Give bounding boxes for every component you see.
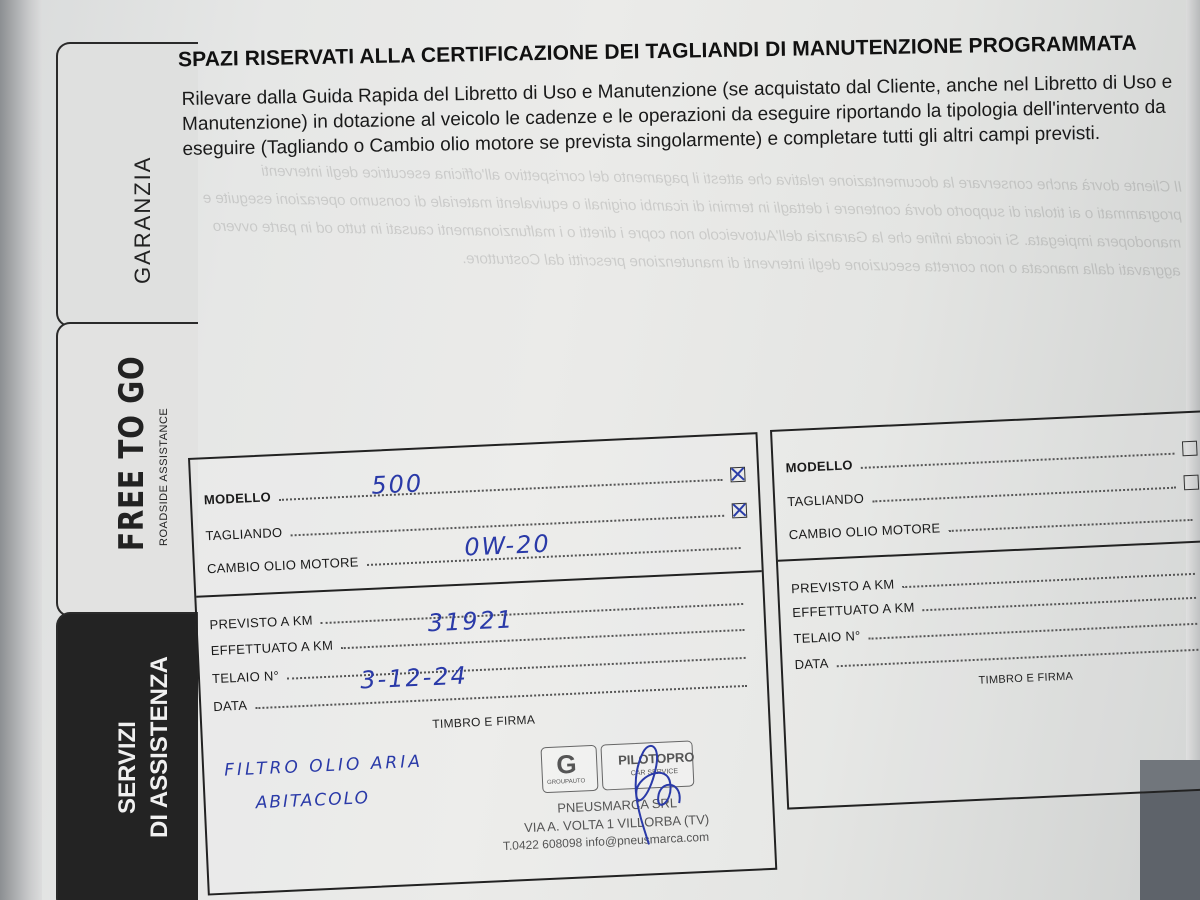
show-through-text: Il Cliente dovrà anche conservare la documentazione relativa che attesti il pagamento del corrispettivo all'officina esecutrice degli interventi programmati o ai titolari di supporto dovrà contenere i dettagli in termini di ricambi originali o equivalenti materiale di consumo operazioni eseguite e manodopera impiegata. Si ricorda infine che la Garanzia dell'Autoveicolo non copre i diretti o i malfunzionamenti causati in tutto od in parte ovvero aggravati dalla mancata o non corretta esecuzione degli interventi di manutenzione prescritti dal Costruttore. <box>202 162 1183 280</box>
row-data-2 <box>794 638 1200 672</box>
tab-servizi-label: SERVIZI <box>114 721 141 814</box>
field-tagliando-2[interactable] <box>872 486 1176 503</box>
tab-servizi-assistenza[interactable] <box>56 612 198 900</box>
row-modello-2 <box>785 441 1197 476</box>
form-divider-2 <box>778 540 1200 562</box>
handwritten-data: 3-12-24 <box>359 661 469 695</box>
field-previsto-2[interactable] <box>903 572 1195 588</box>
field-telaio[interactable] <box>287 656 746 680</box>
checkbox-modello[interactable] <box>730 467 746 483</box>
field-data-2[interactable] <box>837 648 1199 667</box>
checkbox-tagliando-2[interactable] <box>1183 475 1199 491</box>
checkbox-tagliando[interactable] <box>732 503 748 519</box>
signature <box>606 732 701 851</box>
label-timbro-firma: TIMBRO E FIRMA <box>432 712 536 732</box>
page-title: SPAZI RISERVATI ALLA CERTIFICAZIONE DEI TAGLIANDI DI MANUTENZIONE PROGRAMMATA <box>177 31 1138 72</box>
label-data: DATA <box>212 697 248 715</box>
handwritten-note-1: FILTRO OLIO ARIA <box>223 751 424 781</box>
field-data[interactable] <box>255 684 747 709</box>
field-telaio-2[interactable] <box>869 622 1198 640</box>
field-modello-2[interactable] <box>861 452 1175 469</box>
tab-roadside-label: ROADSIDE ASSISTANCE <box>158 407 170 546</box>
field-cambio-olio-2[interactable] <box>948 518 1192 532</box>
row-modello <box>204 467 746 508</box>
label-tagliando: TAGLIANDO <box>205 524 283 544</box>
maintenance-form-left <box>188 432 777 895</box>
label-previsto: PREVISTO A KM <box>209 612 314 633</box>
pilotopro-logo: PILOTOPRO CAR SERVICE <box>600 740 694 790</box>
tab-garanzia-label: GARANZIA <box>130 155 155 284</box>
label-cambio-olio-2: CAMBIO OLIO MOTORE <box>788 520 941 543</box>
workshop-stamp <box>502 729 768 860</box>
checkbox-modello-2[interactable] <box>1182 441 1198 457</box>
label-effettuato-2: EFFETTUATO A KM <box>791 599 916 621</box>
tab-garanzia[interactable] <box>56 42 198 327</box>
label-effettuato: EFFETTUATO A KM <box>210 637 334 659</box>
tab-assistenza-label: DI ASSISTENZA <box>146 656 173 838</box>
section-tabs <box>40 0 173 900</box>
stamp-contact: T.0422 608098 info@pneusmarca.com <box>502 829 710 854</box>
label-previsto-2: PREVISTO A KM <box>790 576 895 597</box>
label-cambio-olio: CAMBIO OLIO MOTORE <box>206 554 360 577</box>
handwritten-cambio-olio: 0W-20 <box>463 529 552 562</box>
handwritten-modello: 500 <box>370 469 424 500</box>
label-telaio-2: TELAIO N° <box>793 628 861 647</box>
field-cambio-olio[interactable] <box>367 546 741 566</box>
label-modello: MODELLO <box>203 489 272 508</box>
tab-free-to-go[interactable] <box>56 322 198 617</box>
field-previsto[interactable] <box>321 602 743 624</box>
row-cambio-olio-2 <box>788 509 1200 543</box>
book-spine <box>0 0 42 900</box>
maintenance-form-right <box>770 410 1200 810</box>
label-timbro-firma-2: TIMBRO E FIRMA <box>978 670 1074 687</box>
label-tagliando-2: TAGLIANDO <box>786 490 865 510</box>
groupauto-logo: G GROUPAUTO <box>540 745 598 793</box>
row-tagliando-2 <box>787 475 1199 510</box>
handwritten-note-2: ABITACOLO <box>255 788 371 814</box>
label-telaio: TELAIO N° <box>211 668 280 687</box>
field-effettuato[interactable] <box>341 628 744 649</box>
label-modello-2: MODELLO <box>785 457 854 476</box>
field-modello[interactable] <box>279 478 723 501</box>
form-divider <box>196 570 762 598</box>
instructions-paragraph: Rilevare dalla Guida Rapida del Libretto di Uso e Manutenzione (se acquistato dal Cliente, anche nel Libretto di Uso e Manutenzione) in dotazione al veicolo le cadenze e le operazioni da eseguire riportando la tipologia dell'intervento da eseguire (Tagliando o Cambio olio motore se prevista singolarmente) e completare tutti gli altri campi previsti. <box>181 71 1173 160</box>
stamp-company: PNEUSMARCA SRL <box>556 795 678 816</box>
stamp-address: VIA A. VOLTA 1 VILLORBA (TV) <box>523 811 710 836</box>
field-effettuato-2[interactable] <box>923 596 1196 611</box>
handwritten-effettuato: 31921 <box>427 605 515 638</box>
tab-free-to-go-label: FREE TO GO <box>112 355 152 551</box>
label-data-2: DATA <box>794 655 829 673</box>
